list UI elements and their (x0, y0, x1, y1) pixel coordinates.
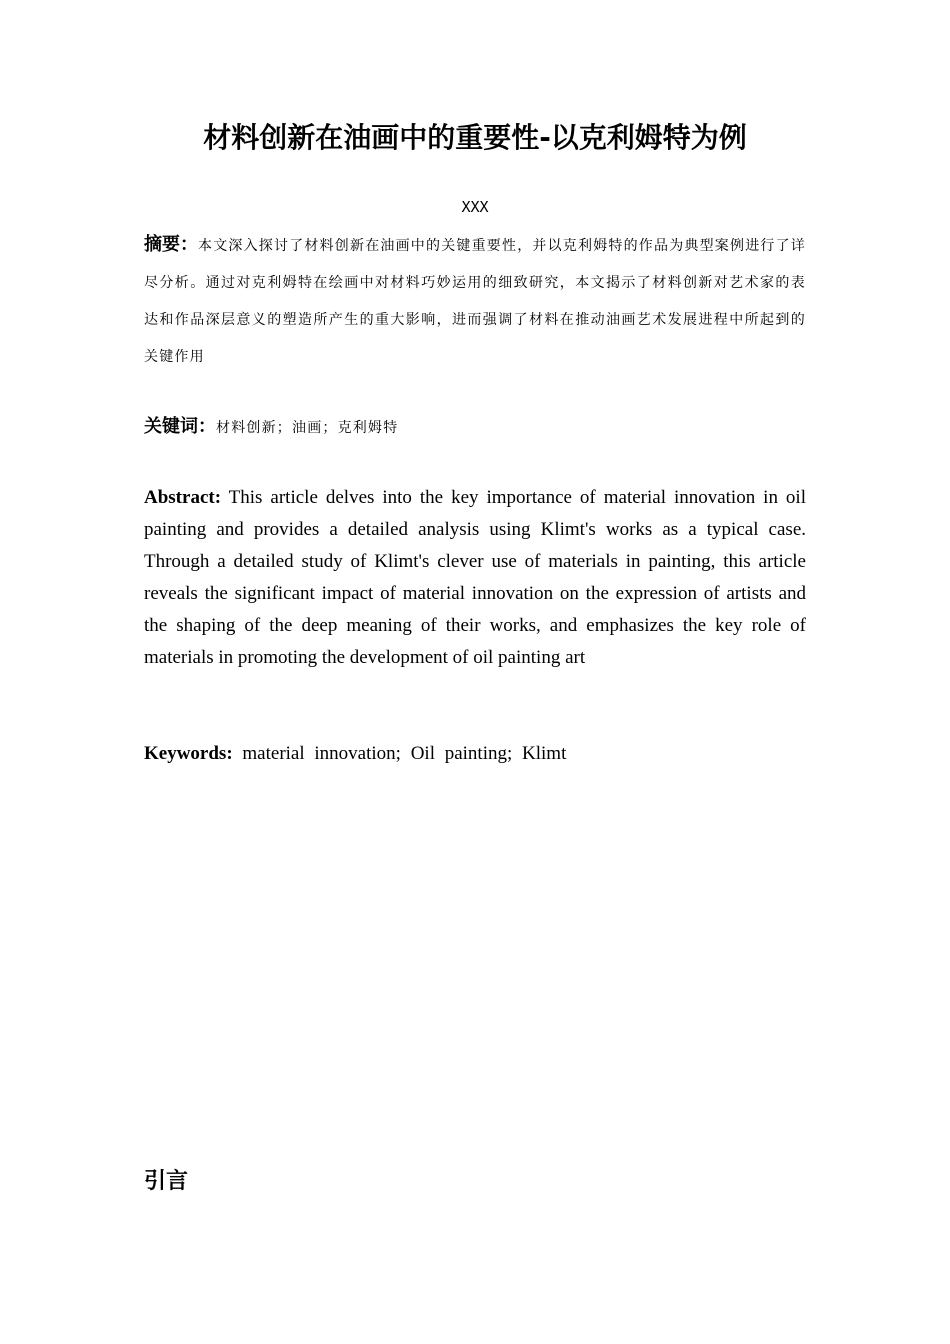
chinese-abstract-text: 本文深入探讨了材料创新在油画中的关键重要性，并以克利姆特的作品为典型案例进行了详尽分析。通过对克利姆特在绘画中对材料巧妙运用的细致研究，本文揭示了材料创新对艺术家的表达和作品深层意义的塑造所产生的重大影响，进而强调了材料在推动油画艺术发展进程中所起到的关键作用 (144, 238, 806, 365)
chinese-keywords-text: 材料创新；油画；克利姆特 (216, 420, 399, 436)
english-keywords (144, 738, 806, 770)
chinese-abstract (144, 226, 806, 376)
english-abstract-label: Abstract: (144, 487, 222, 508)
english-abstract-text: This article delves into the key importance of material innovation in oil painting and provides a detailed analysis using Klimt's works as a typical case. Through a detailed study of Klimt's clever use of materials in painting, this article reveals the significant impact of material innovation on the expression of artists and the shaping of the deep meaning of their works, and emphasizes the key role of materials in promoting the development of oil painting art (144, 487, 806, 668)
english-abstract (144, 482, 806, 674)
english-keywords-label: Keywords: (144, 743, 233, 764)
section-heading-introduction: 引言 (144, 1169, 189, 1194)
paper-title: 材料创新在油画中的重要性-以克利姆特为例 (203, 121, 747, 154)
english-keywords-text: material innovation; Oil painting; Klimt (242, 743, 567, 764)
chinese-abstract-label: 摘要： (144, 234, 198, 255)
author-name: XXX (461, 198, 489, 216)
chinese-keywords-label: 关键词： (144, 416, 216, 437)
chinese-keywords (144, 408, 806, 447)
